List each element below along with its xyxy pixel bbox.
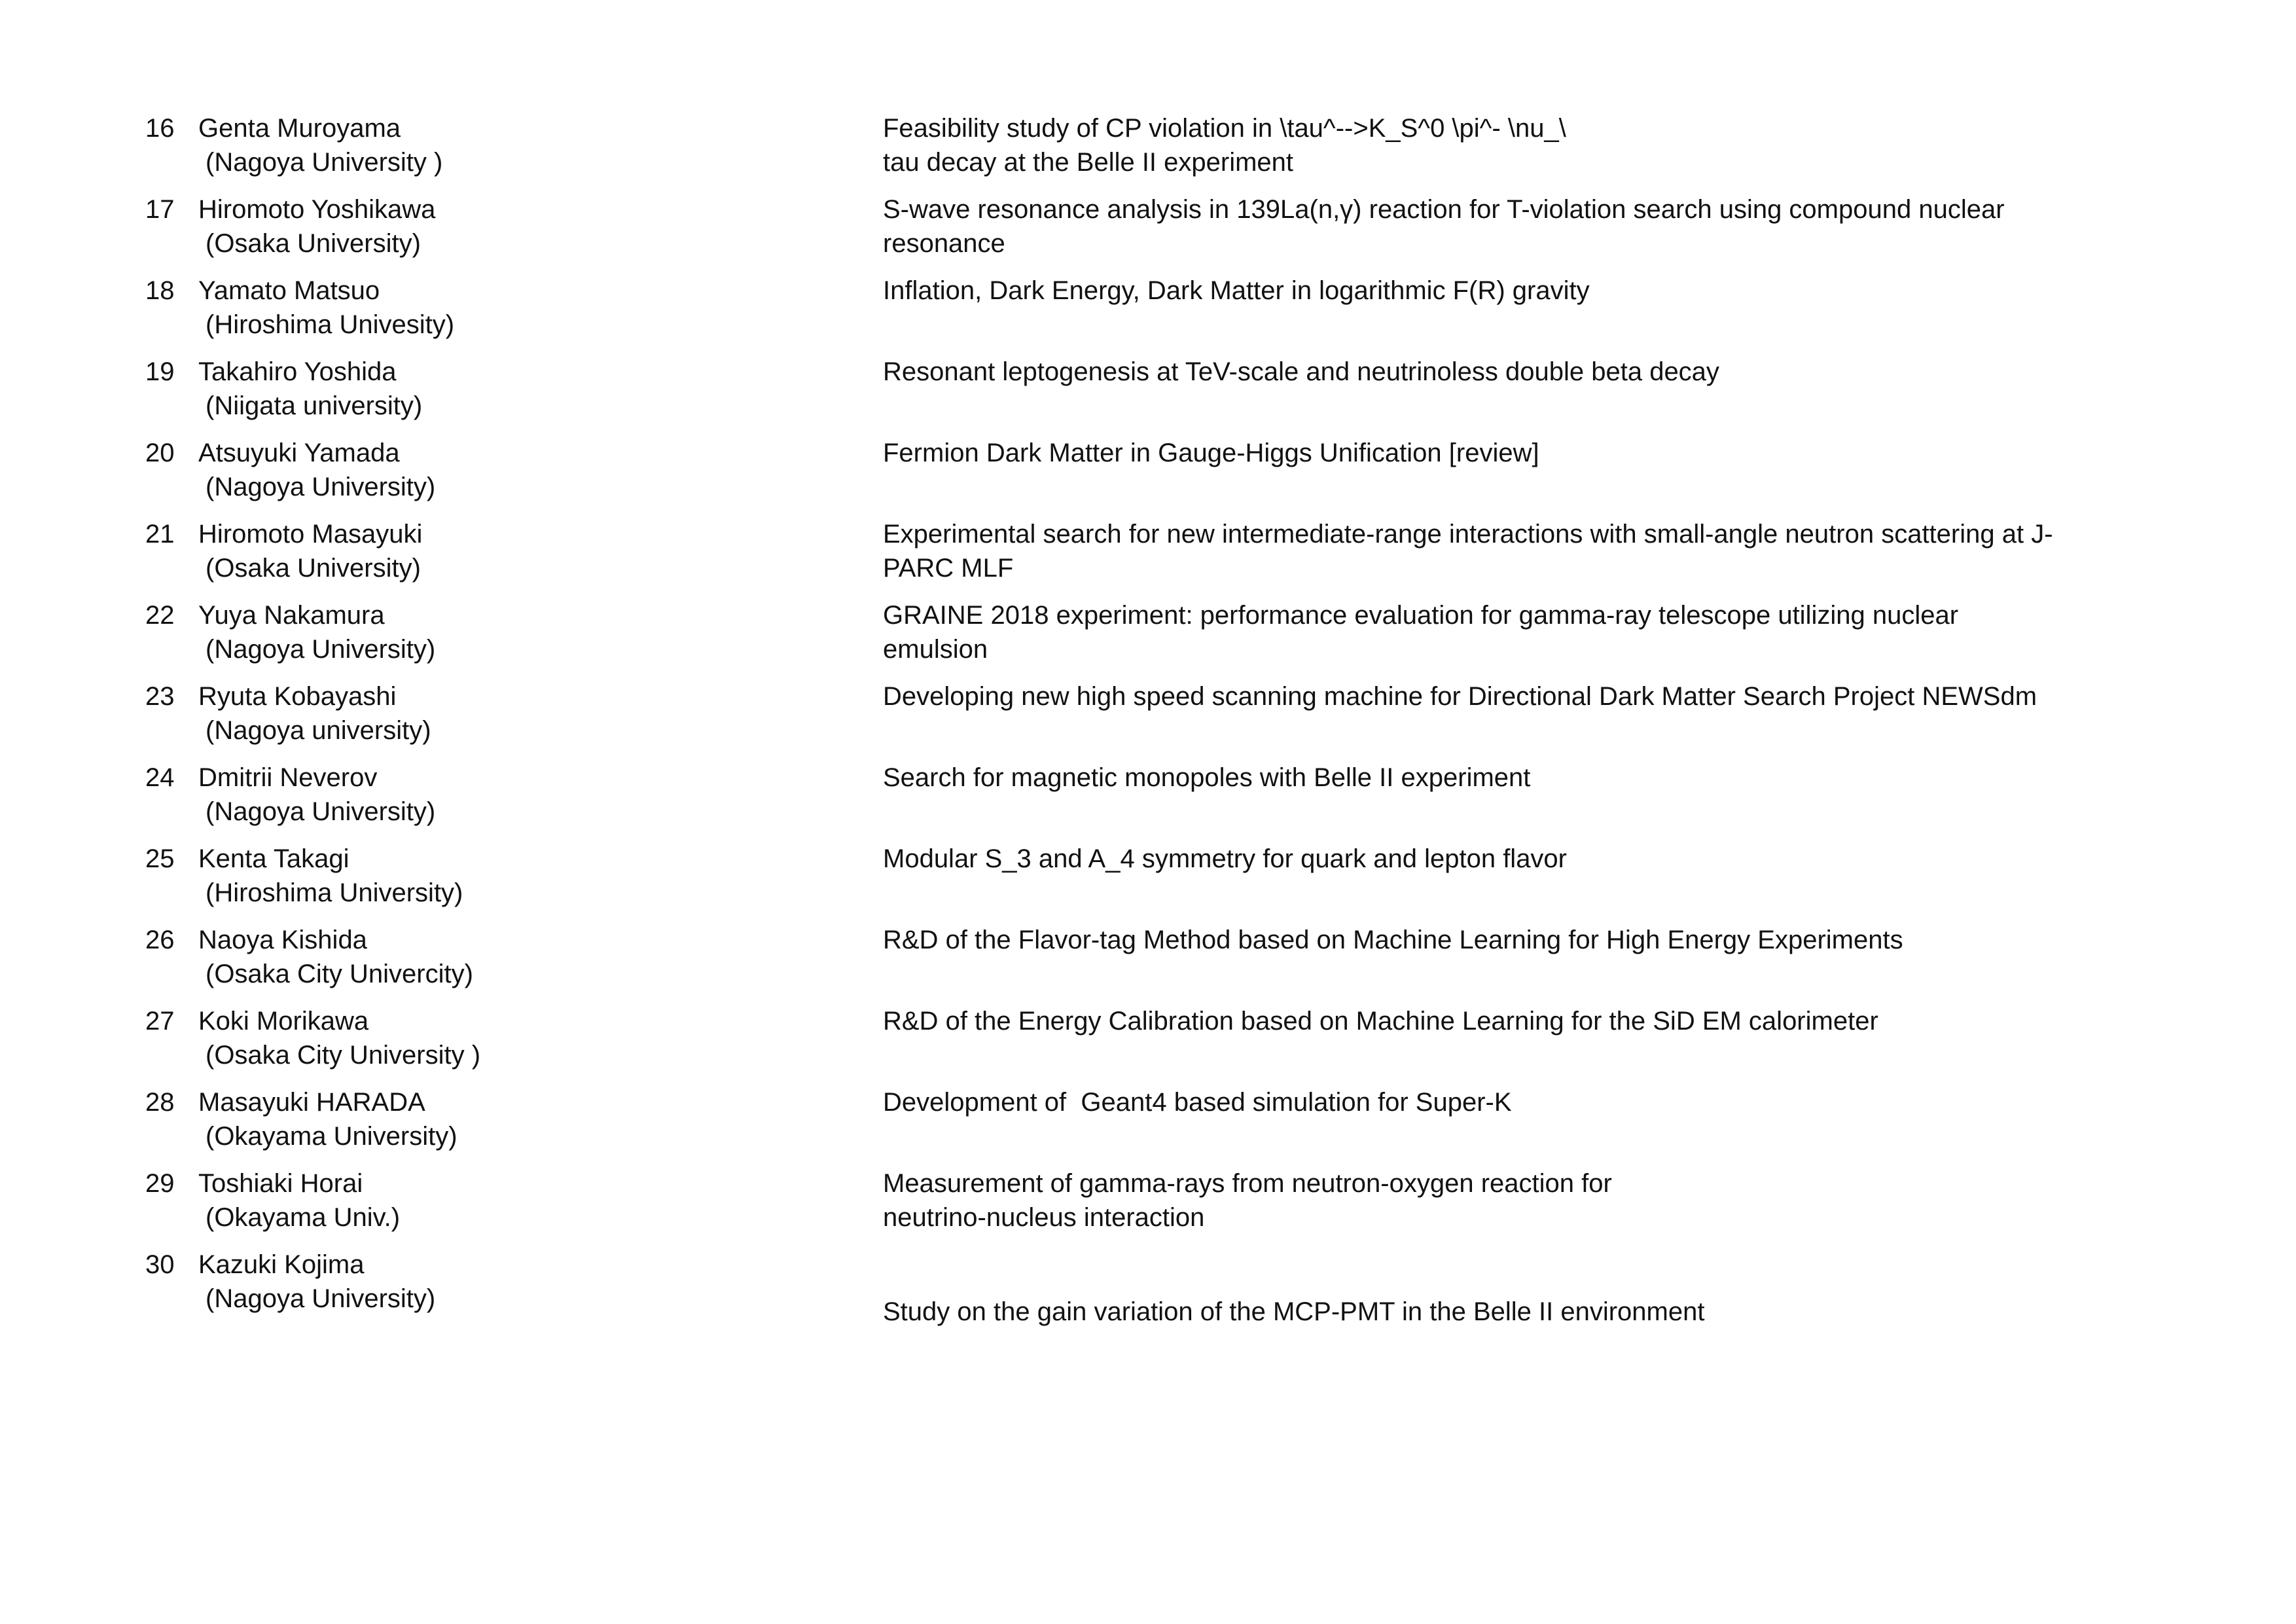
entry-30 bbox=[0, 1248, 2296, 1326]
presenter-affiliation: (Nagoya University) bbox=[206, 473, 436, 501]
entry-number: 26 bbox=[145, 926, 175, 954]
presenter-affiliation: (Osaka University) bbox=[206, 554, 421, 583]
talk-title: Development of Geant4 based simulation for Super-K bbox=[883, 1088, 1512, 1117]
presenter-name: Naoya Kishida bbox=[198, 926, 367, 954]
presenter-name: Hiromoto Masayuki bbox=[198, 520, 423, 549]
talk-title: Feasibility study of CP violation in \tau^-->K_S^0 \pi^- \nu_\ tau decay at the Belle II experiment bbox=[883, 114, 1566, 177]
talk-title: Measurement of gamma-rays from neutron-oxygen reaction for neutrino-nucleus interaction bbox=[883, 1169, 1612, 1232]
entry-number: 17 bbox=[145, 195, 175, 224]
entry-number: 21 bbox=[145, 520, 175, 549]
talk-title: Developing new high speed scanning machine for Directional Dark Matter Search Project NEWSdm bbox=[883, 682, 2037, 711]
talk-title: Resonant leptogenesis at TeV-scale and neutrinoless double beta decay bbox=[883, 357, 1719, 386]
talk-title: Inflation, Dark Energy, Dark Matter in logarithmic F(R) gravity bbox=[883, 276, 1590, 305]
presenter-affiliation: (Osaka City Univercity) bbox=[206, 960, 473, 988]
talk-title: Study on the gain variation of the MCP-PMT in the Belle II environment bbox=[883, 1297, 1705, 1326]
entry-16 bbox=[0, 111, 2296, 190]
entry-number: 19 bbox=[145, 357, 175, 386]
entry-25 bbox=[0, 842, 2296, 920]
presenter-name: Ryuta Kobayashi bbox=[198, 682, 397, 711]
entry-number: 30 bbox=[145, 1250, 175, 1279]
presenter-name: Yamato Matsuo bbox=[198, 276, 380, 305]
entry-number: 22 bbox=[145, 601, 175, 630]
entry-24 bbox=[0, 761, 2296, 839]
talk-title: Modular S_3 and A_4 symmetry for quark and lepton flavor bbox=[883, 844, 1567, 873]
talk-title: R&D of the Flavor-tag Method based on Machine Learning for High Energy Experiments bbox=[883, 926, 1903, 954]
entry-27 bbox=[0, 1004, 2296, 1083]
presenter-name: Atsuyuki Yamada bbox=[198, 439, 400, 467]
presenter-name: Dmitrii Neverov bbox=[198, 763, 378, 792]
entry-number: 18 bbox=[145, 276, 175, 305]
talk-title: Search for magnetic monopoles with Belle II experiment bbox=[883, 763, 1531, 792]
entry-20 bbox=[0, 436, 2296, 514]
entry-22 bbox=[0, 598, 2296, 677]
presenter-name: Genta Muroyama bbox=[198, 114, 401, 143]
presenter-affiliation: (Osaka University) bbox=[206, 229, 421, 258]
entry-number: 24 bbox=[145, 763, 175, 792]
entry-29 bbox=[0, 1166, 2296, 1245]
presenter-affiliation: (Hiroshima Univesity) bbox=[206, 310, 455, 339]
presenter-affiliation: (Okayama University) bbox=[206, 1122, 457, 1151]
presenter-name: Koki Morikawa bbox=[198, 1007, 369, 1036]
entry-18 bbox=[0, 274, 2296, 352]
presenter-affiliation: (Nagoya University) bbox=[206, 635, 436, 664]
entry-23 bbox=[0, 679, 2296, 758]
presenter-name: Kenta Takagi bbox=[198, 844, 350, 873]
talk-title: Fermion Dark Matter in Gauge-Higgs Unification [review] bbox=[883, 439, 1539, 467]
entry-19 bbox=[0, 355, 2296, 433]
entry-17 bbox=[0, 192, 2296, 271]
entry-number: 20 bbox=[145, 439, 175, 467]
presenter-name: Hiromoto Yoshikawa bbox=[198, 195, 436, 224]
presenter-name: Masayuki HARADA bbox=[198, 1088, 425, 1117]
presenter-affiliation: (Nagoya University) bbox=[206, 1284, 436, 1313]
presenter-name: Kazuki Kojima bbox=[198, 1250, 365, 1279]
entry-number: 27 bbox=[145, 1007, 175, 1036]
presenter-affiliation: (Osaka City University ) bbox=[206, 1041, 481, 1070]
presenter-name: Yuya Nakamura bbox=[198, 601, 385, 630]
presenter-name: Takahiro Yoshida bbox=[198, 357, 397, 386]
presenter-affiliation: (Nagoya university) bbox=[206, 716, 431, 745]
talk-title: GRAINE 2018 experiment: performance evaluation for gamma-ray telescope utilizing nuclear emulsion bbox=[883, 601, 1959, 664]
entry-number: 23 bbox=[145, 682, 175, 711]
entry-number: 16 bbox=[145, 114, 175, 143]
presenter-affiliation: (Nagoya University ) bbox=[206, 148, 443, 177]
entry-number: 29 bbox=[145, 1169, 175, 1198]
talk-title: R&D of the Energy Calibration based on Machine Learning for the SiD EM calorimeter bbox=[883, 1007, 1878, 1036]
talk-title: Experimental search for new intermediate-range interactions with small-angle neutron scattering at J- PARC MLF bbox=[883, 520, 2053, 583]
entry-26 bbox=[0, 923, 2296, 1001]
entry-28 bbox=[0, 1085, 2296, 1164]
entry-number: 25 bbox=[145, 844, 175, 873]
entry-number: 28 bbox=[145, 1088, 175, 1117]
presenter-affiliation: (Niigata university) bbox=[206, 391, 423, 420]
talk-title: S-wave resonance analysis in 139La(n,γ) reaction for T-violation search using compound nuclear resonance bbox=[883, 195, 2005, 258]
presenter-affiliation: (Hiroshima University) bbox=[206, 878, 463, 907]
presenter-name: Toshiaki Horai bbox=[198, 1169, 363, 1198]
entry-21 bbox=[0, 517, 2296, 596]
presenter-affiliation: (Nagoya University) bbox=[206, 797, 436, 826]
presenter-affiliation: (Okayama Univ.) bbox=[206, 1203, 401, 1232]
